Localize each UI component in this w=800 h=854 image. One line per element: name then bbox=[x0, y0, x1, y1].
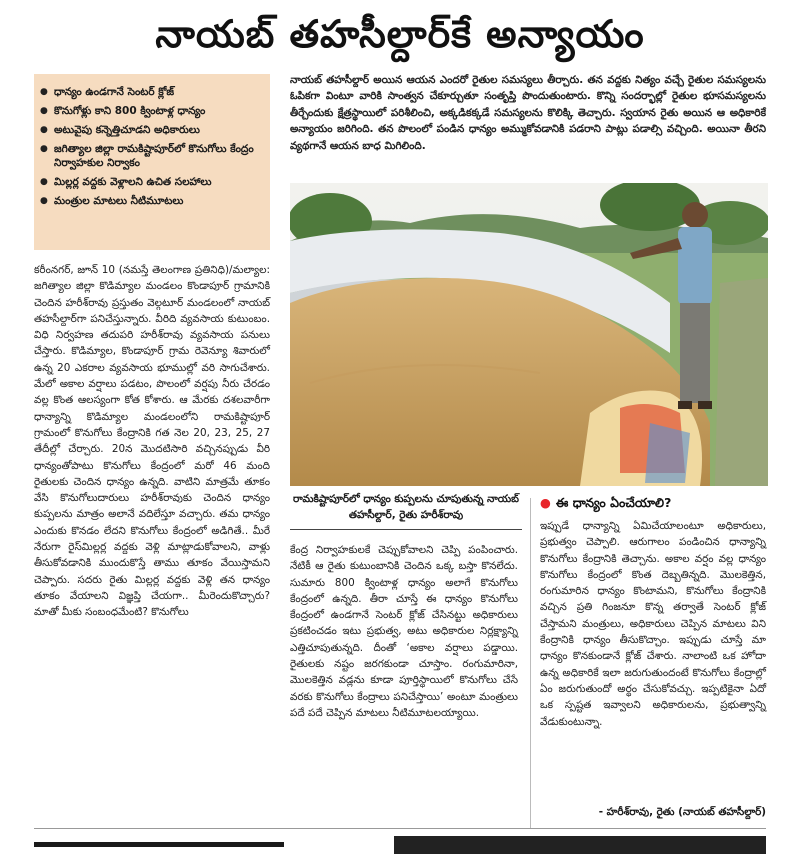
bottom-divider bbox=[34, 828, 766, 829]
highlights-box bbox=[34, 74, 270, 250]
page-headline: నాయబ్ తహసీల్దార్‌కే అన్యాయం bbox=[155, 12, 645, 56]
highlight-item: ● కొనుగోళ్లు కాని 800 క్వింటాళ్ల ధాన్యం bbox=[40, 104, 264, 118]
highlight-item: ● జగిత్యాల జిల్లా రామకిష్టాపూర్‌లో కొనుగోలు కేంద్రం నిర్వాహకుల నిర్వాకం bbox=[40, 142, 264, 170]
article-photo bbox=[290, 183, 768, 486]
next-article-bar bbox=[394, 836, 766, 854]
highlight-item: ● మంత్రుల మాటలు నీటిమూటలు bbox=[40, 194, 264, 208]
farmer-grain-photo bbox=[290, 183, 768, 486]
article-text: కేంద్ర నిర్వాహకులకే చెప్పుకోవాలని చెప్పి పంపించారు. నేటికీ ఆ రైతు కుటుంబానికి చెందిన ఒక్క బస్తా కొనలేదు. సుమారు 800 క్వింటాళ్ల ధాన్యం అలాగే కొనుగోలు కేంద్రంలో ఉన్నది. తీరా చూస్తే ఈ ధాన్యం కొనుగోలు కేంద్రంలో ఉండగానే సెంటర్ క్లోజ్ చేసినట్టు అధికారులు ప్రకటించడం ఇటు ప్రభుత్వ, అటు అధికారుల నిర్లక్ష్యాన్ని ఎత్తిచూపుతున్నది. దీంతో ‘అకాల వర్షాలు పడ్డాయి. రైతులకు నష్టం జరగకుండా చూస్తాం. రంగుమారినా, మొలకెత్తిన వడ్లను కూడా పూర్తిస్థాయిలో కొనుగోలు చేసే వరకు కొనుగోలు కేంద్రాలు పనిచేస్తాయి’ అంటూ మంత్రులు పదే పదే చెప్పిన మాటలు నీటిమూటలయ్యాయి. bbox=[290, 544, 518, 719]
sidebar-title-text: ఈ ధాన్యం ఏంచేయాలి? bbox=[555, 495, 672, 510]
highlight-item: ● ధాన్యం ఉండగానే సెంటర్ క్లోజ్ bbox=[40, 85, 264, 99]
sidebar-body: ఇప్పుడే ధాన్యాన్ని ఏమిచేయాలంటూ అధికారులు, ప్రభుత్వం చెప్పాలి. ఆరుగాలం పండించిన ధాన్యాన్ని కొనుగోలు కేంద్రానికి తెచ్చాను. అకాల వర్షం వల్ల ధాన్యం కొనుగోలు కేంద్రంలో కొంత దెబ్బతిన్నది. మొలకెత్తిన, రంగుమారిన ధాన్యం కొంటామని, కొనుగోలు కేంద్రానికి వచ్చిన ప్రతి గింజనూ కొన్న తర్వాతే సెంటర్ క్లోజ్ చేస్తామని మంత్రులు, అధికారులు చెప్పిన మాటలు విని కేంద్రానికి ధాన్యం తీసుకొచ్చాం. ఇప్పుడు చూస్తే మా ధాన్యం కొనకుండానే క్లోజ్ చేశారు. నాలాంటి ఒక హోదా ఉన్న అధికారికే ఇలా జరుగుతుందంటే కొనుగోలు కేంద్రాల్లో ఏం జరుగుతుందో అర్థం చేసుకోవచ్చు. ఇప్పటికైనా ఏదో ఒక స్పష్టత ఇవ్వాలని అధికారులను, ప్రభుత్వాన్ని వేడుకుంటున్నా. bbox=[540, 520, 766, 728]
article-column-1 bbox=[34, 262, 270, 621]
sidebar-divider bbox=[530, 498, 531, 828]
bullet-dot-icon: ● bbox=[540, 495, 551, 510]
article-column-2 bbox=[290, 542, 518, 721]
next-article-bar-left bbox=[34, 842, 284, 847]
photo-caption: రామకిష్టాపూర్‌లో ధాన్యం కుప్పలను చూపుతున్న నాయబ్ తహసీల్దార్, రైతు హరీశ్‌రావు bbox=[293, 493, 519, 521]
highlight-item: ● మిల్లర్ల వద్దకు వెళ్లాలని ఉచిత సలహాలు bbox=[40, 175, 264, 189]
sidebar-signature: - హరీశ్‌రావు, రైతు (నాయబ్ తహసీల్దార్) bbox=[598, 806, 766, 818]
intro-paragraph: నాయబ్ తహసీల్దార్ అయిన ఆయన ఎందరో రైతుల సమస్యలు తీర్చారు. తన వద్దకు నిత్యం వచ్చే రైతుల సమస్యలను ఓపికగా వింటూ వారికి సాంత్వన చేకూర్చుతూ సంతృప్తి పొందుతుంటారు. కొన్ని సందర్భాల్లో రైతుల భూసమస్యలను తీర్చేందుకు క్షేత్రస్థాయిలో పరిశీలించి, అక్కడికక్కడే సమస్యలను కొలిక్కి తెచ్చారు. స్వయాన రైతు అయిన ఆ అధికారికే అన్యాయం జరిగింది. తన పొలంలో పండిన ధాన్యం అమ్ముకోవడానికి పడరాని పాట్లు పడాల్సి వచ్చింది. అయినా తీరని వ్యథగానే ఆయన బాధ మిగిలింది. bbox=[290, 74, 766, 152]
highlight-item: ● అటువైపు కన్నెత్తిచూడని అధికారులు bbox=[40, 123, 264, 137]
sidebar-quote bbox=[540, 518, 766, 730]
article-text: కరీంనగర్, జూన్ 10 (నమస్తే తెలంగాణ ప్రతినిధి)/మల్యాల: జగిత్యాల జిల్లా కొడిమ్యాల మండలం కొండాపూర్ గ్రామానికి చెందిన హరీశ్‌రావు ప్రస్తుతం వెల్గటూర్ మండలంలో నాయబ్ తహసీల్దార్‌గా పనిచేస్తున్నారు. వీరిది వ్యవసాయ కుటుంబం. విధి నిర్వహణ తదుపరి హరీశ్‌రావు వ్యవసాయ పనులు చేస్తారు. కొడిమ్యాల, కొండాపూర్ గ్రామ రెవెన్యూ శివారులో ఉన్న 20 ఎకరాల వ్యవసాయ భూముల్లో వరి సాగుచేశారు. మేలో అకాల వర్షాలు పడటం, పొలంలో వర్షపు నీరు చేరడం వల్ల కొంత ఆలస్యంగా కోత కోశారు. ఆ మేరకు దశలవారీగా ధాన్యాన్ని కొడిమ్యాల మండలంలోని రామకిష్టాపూర్ గ్రామంలో కొనుగోలు కేంద్రానికి గత నెల 20, 23, 25, 27 తేదీల్లో చేర్చారు. 20న మొదటిసారి వచ్చినప్పుడు వీరి ధాన్యంతోపాటు కొనుగోలు కేంద్రంలో మరో 46 మంది రైతులకు చెందిన ధాన్యం ఉన్నది. వాటిని మాత్రమే తూకం వేసి కొనుగోలుదారులు హరీశ్‌రావుకు చెందిన ధాన్యం కుప్పలను మాత్రం అలానే వదిలేస్తూ వచ్చారు. తమ ధాన్యం ఎందుకు కొనడం లేదని కొనుగోలు కేంద్రంలో అడిగితే.. మీరే నేరుగా రైస్‌మిల్లర్ల వద్దకు వెళ్లి మాట్లాడుకోవాలని, వాళ్లు తీసుకోవడానికి ముందుకొస్తే తాము తూకం వేయిస్తామని చెప్పారు. సదరు రైతు మిల్లర్ల వద్దకు వెళ్లి తన ధాన్యం తూకం వేయాలని విజ్ఞప్తి చేయగా.. మీరెందుకొచ్చారు? మాతో మీకు సంబంధమేంటి? కొనుగోలు bbox=[34, 264, 270, 619]
caption-divider bbox=[290, 529, 522, 530]
sidebar-title bbox=[540, 495, 671, 514]
